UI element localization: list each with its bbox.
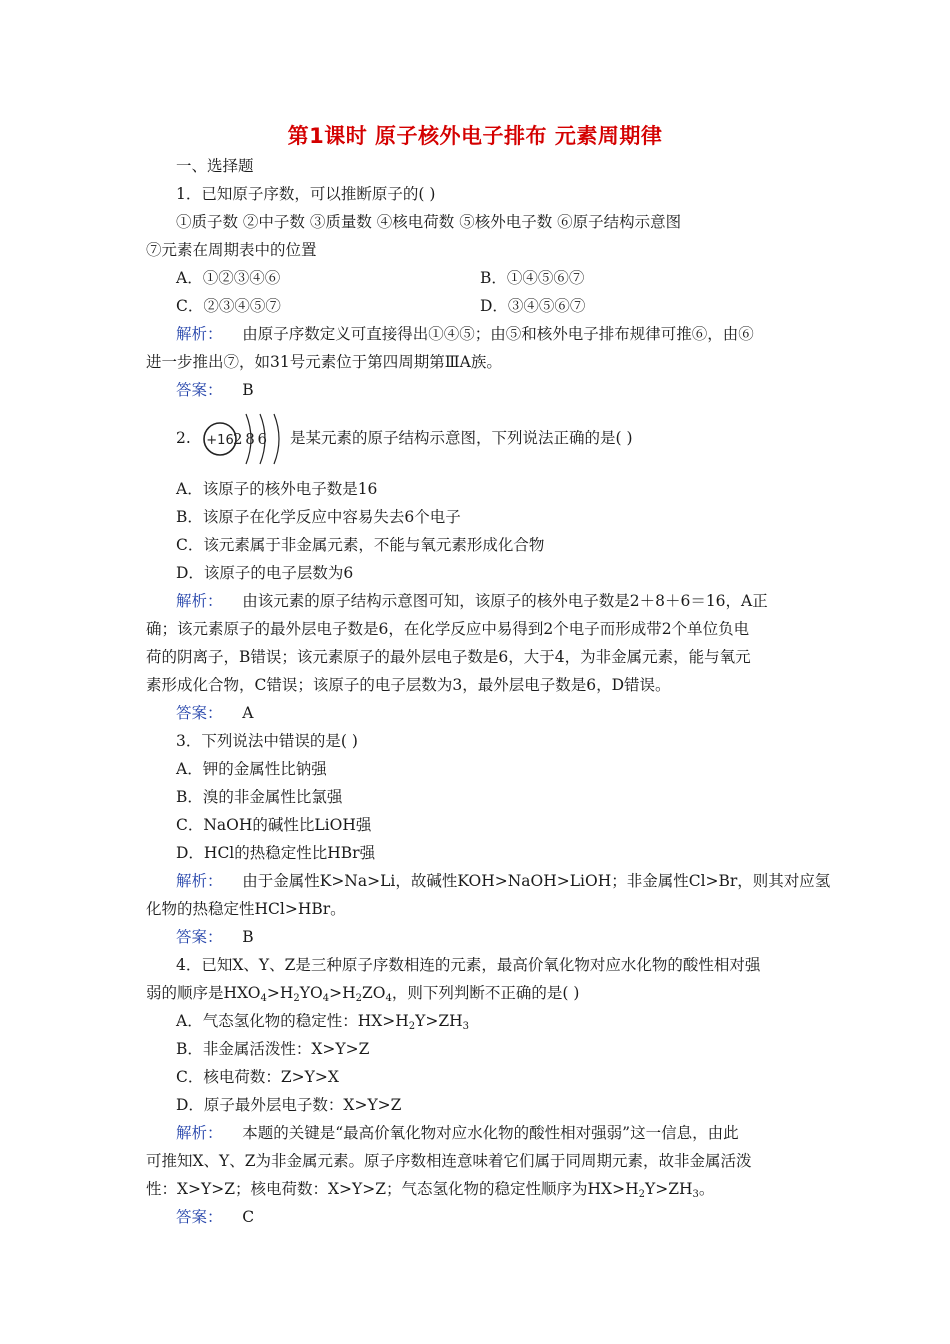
q2-stem: 是某元素的原子结构示意图，下列说法正确的是( ) xyxy=(290,429,633,447)
q1-analysis-label: 解析： xyxy=(176,325,223,343)
q1-option-b: B．①④⑤⑥⑦ xyxy=(480,269,585,287)
q2-analysis-label: 解析： xyxy=(176,592,223,610)
q2-option-c: C．该元素属于非金属元素，不能与氧元素形成化合物 xyxy=(176,536,545,554)
q2-answer-label: 答案： xyxy=(176,704,223,722)
q1-option-d: D．③④⑤⑥⑦ xyxy=(480,297,586,315)
q1-analysis-text-2: 进一步推出⑦，如31号元素位于第四周期第ⅢA族。 xyxy=(146,353,502,371)
q4-stem-2: 弱的顺序是$HXO_4>H_2YO_4>H_2ZO_4$，则下列判断不正确的是( ) xyxy=(146,984,580,1004)
q3-option-b: B．溴的非金属性比氯强 xyxy=(176,788,343,806)
q3-answer-label: 答案： xyxy=(176,928,223,946)
q2-answer: A xyxy=(242,704,254,722)
q2-analysis-text-2: 确；该元素原子的最外层电子数是6，在化学反应中易得到2个电子而形成带2个单位负电 xyxy=(146,620,750,638)
nucleus-charge: +16 xyxy=(206,433,234,448)
q4-analysis-label: 解析： xyxy=(176,1124,223,1142)
q1-answer-label: 答案： xyxy=(176,381,223,399)
q4-stem-1: 4．已知X、Y、Z是三种原子序数相连的元素，最高价氧化物对应水化物的酸性相对强 xyxy=(176,956,761,974)
q4-analysis-text-3: 性：X>Y>Z；核电荷数：X>Y>Z；气态氢化物的稳定性顺序为$HX>H_2Y>ZH_3$。 xyxy=(146,1180,715,1200)
q3-analysis-label: 解析： xyxy=(176,872,223,890)
q3-option-c: C．NaOH的碱性比LiOH强 xyxy=(176,816,372,834)
q4-option-a: A．气态氢化物的稳定性：$HX>H_2Y>ZH_3$ xyxy=(176,1012,470,1032)
q1-option-c: C．②③④⑤⑦ xyxy=(176,297,281,315)
q1-analysis-text-1: 由原子序数定义可直接得出①④⑤；由⑤和核外电子排布规律可推⑥，由⑥ xyxy=(242,325,754,343)
q2-analysis-text-3: 荷的阴离子，B错误；该元素原子的最外层电子数是6，大于4，为非金属元素，能与氧元 xyxy=(146,648,751,666)
shell-electrons: 2 8 6 xyxy=(233,430,267,448)
q2-option-b: B．该原子在化学反应中容易失去6个电子 xyxy=(176,508,461,526)
page-title: 第1课时 原子核外电子排布 元素周期律 xyxy=(287,124,663,148)
q1-option-a: A．①②③④⑥ xyxy=(176,269,281,287)
q3-option-a: A．钾的金属性比钠强 xyxy=(176,760,327,778)
q2-number: 2. xyxy=(176,429,191,447)
q2-option-d: D．该原子的电子层数为6 xyxy=(176,564,354,582)
q2-analysis-text-1: 由该元素的原子结构示意图可知，该原子的核外电子数是2＋8＋6＝16，A正 xyxy=(242,592,768,610)
q1-answer: B xyxy=(242,381,254,399)
q4-option-c: C．核电荷数：Z>Y>X xyxy=(176,1068,339,1086)
q3-analysis-text-2: 化物的热稳定性HCl>HBr。 xyxy=(146,900,346,918)
q2-option-a: A．该原子的核外电子数是16 xyxy=(176,480,378,498)
q3-answer: B xyxy=(242,928,254,946)
q4-option-b: B．非金属活泼性：X>Y>Z xyxy=(176,1040,370,1058)
q3-option-d: D．HCl的热稳定性比HBr强 xyxy=(176,844,376,862)
q2-analysis-text-4: 素形成化合物，C错误；该原子的电子层数为3，最外层电子数是6，D错误。 xyxy=(146,676,671,694)
section-heading: 一、选择题 xyxy=(176,157,254,175)
q3-analysis-text-1: 由于金属性K>Na>Li，故碱性KOH>NaOH>LiOH；非金属性Cl>Br，则其对应氢 xyxy=(242,872,831,890)
q1-items-line1: ①质子数 ②中子数 ③质量数 ④核电荷数 ⑤核外电子数 ⑥原子结构示意图 xyxy=(176,213,682,231)
q4-answer: C xyxy=(242,1208,255,1226)
q4-answer-label: 答案： xyxy=(176,1208,223,1226)
q1-items-line2: ⑦元素在周期表中的位置 xyxy=(146,241,317,259)
q1-stem: 1．已知原子序数，可以推断原子的( ) xyxy=(176,185,436,203)
q4-option-d: D．原子最外层电子数：X>Y>Z xyxy=(176,1096,402,1114)
q4-analysis-text-2: 可推知X、Y、Z为非金属元素。原子序数相连意味着它们属于同周期元素，故非金属活泼 xyxy=(146,1152,752,1170)
q4-analysis-text-1: 本题的关键是“最高价氧化物对应水化物的酸性相对强弱”这一信息，由此 xyxy=(242,1124,739,1142)
atomic-structure-diagram xyxy=(200,408,295,468)
q3-stem: 3．下列说法中错误的是( ) xyxy=(176,732,358,750)
